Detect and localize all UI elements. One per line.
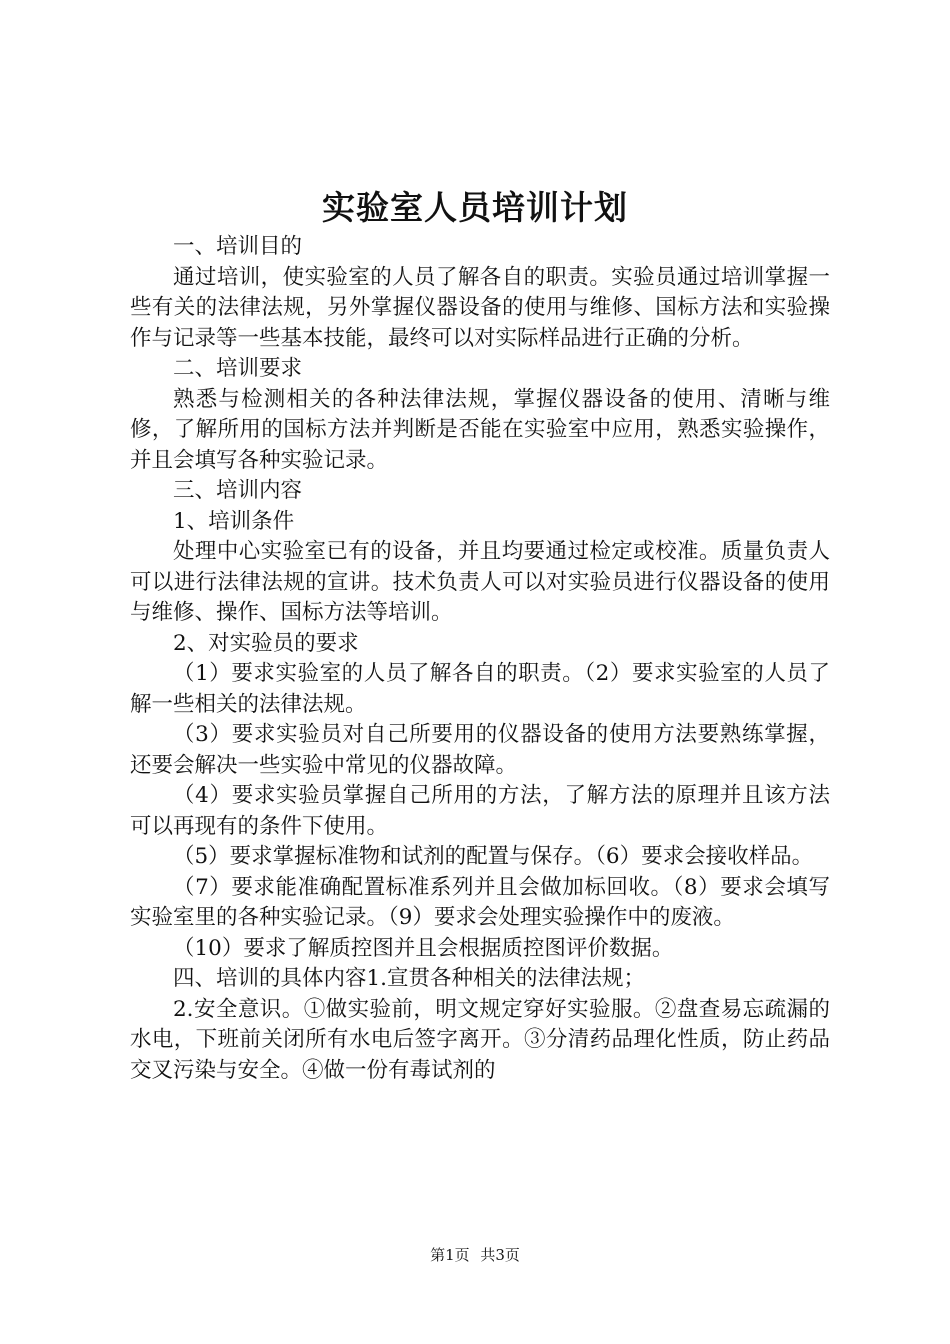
requirement-item: （1）要求实验室的人员了解各自的职责。（2）要求实验室的人员了解一些相关的法律法规。 xyxy=(130,661,830,717)
page-number: 第1页 xyxy=(430,1246,470,1264)
page-footer xyxy=(0,1244,950,1266)
requirement-item: （7）要求能准确配置标准系列并且会做加标回收。（8）要求会填写实验室里的各种实验记录。（9）要求会处理实验操作中的废液。 xyxy=(130,874,830,930)
requirement-item: （3）要求实验员对自己所要用的仪器设备的使用方法要熟练掌握，还要会解决一些实验中常见的仪器故障。 xyxy=(130,722,830,778)
requirement-item: （10）要求了解质控图并且会根据质控图评价数据。 xyxy=(173,935,674,961)
paragraph-training-requirements: 熟悉与检测相关的各种法律法规，掌握仪器设备的使用、清晰与维修，了解所用的国标方法并判断是否能在实验室中应用，熟悉实验操作，并且会填写各种实验记录。 xyxy=(130,386,830,473)
document-body xyxy=(130,232,830,1086)
heading-training-content: 三、培训内容 xyxy=(173,478,303,503)
document-title: 实验室人员培训计划 xyxy=(322,188,628,227)
requirement-item: （4）要求实验员掌握自己所用的方法，了解方法的原理并且该方法可以再现有的条件下使用。 xyxy=(130,783,830,839)
requirement-item: （5）要求掌握标准物和试剂的配置与保存。（6）要求会接收样品。 xyxy=(173,844,814,869)
heading-training-purpose: 一、培训目的 xyxy=(173,234,303,259)
page-total: 共3页 xyxy=(480,1246,520,1264)
paragraph-training-conditions: 处理中心实验室已有的设备，并且均要通过检定或校准。质量负责人可以进行法律法规的宣讲。技术负责人可以对实验员进行仪器设备的使用与维修、操作、国标方法等培训。 xyxy=(130,539,830,625)
heading-specific-content: 四、培训的具体内容1.宣贯各种相关的法律法规； xyxy=(173,966,646,991)
subheading-training-conditions: 1、培训条件 xyxy=(173,508,295,534)
paragraph-training-purpose: 通过培训，使实验室的人员了解各自的职责。实验员通过培训掌握一些有关的法律法规，另外掌握仪器设备的使用与维修、国标方法和实验操作与记录等一些基本技能，最终可以对实际样品进行正确的分析。 xyxy=(130,264,830,351)
subheading-staff-requirements: 2、对实验员的要求 xyxy=(173,630,359,656)
paragraph-safety-awareness: 2.安全意识。①做实验前，明文规定穿好实验服。②盘查易忘疏漏的水电，下班前关闭所有水电后签字离开。③分清药品理化性质，防止药品交叉污染与安全。④做一份有毒试剂的 xyxy=(130,996,830,1083)
heading-training-requirements: 二、培训要求 xyxy=(173,356,303,381)
